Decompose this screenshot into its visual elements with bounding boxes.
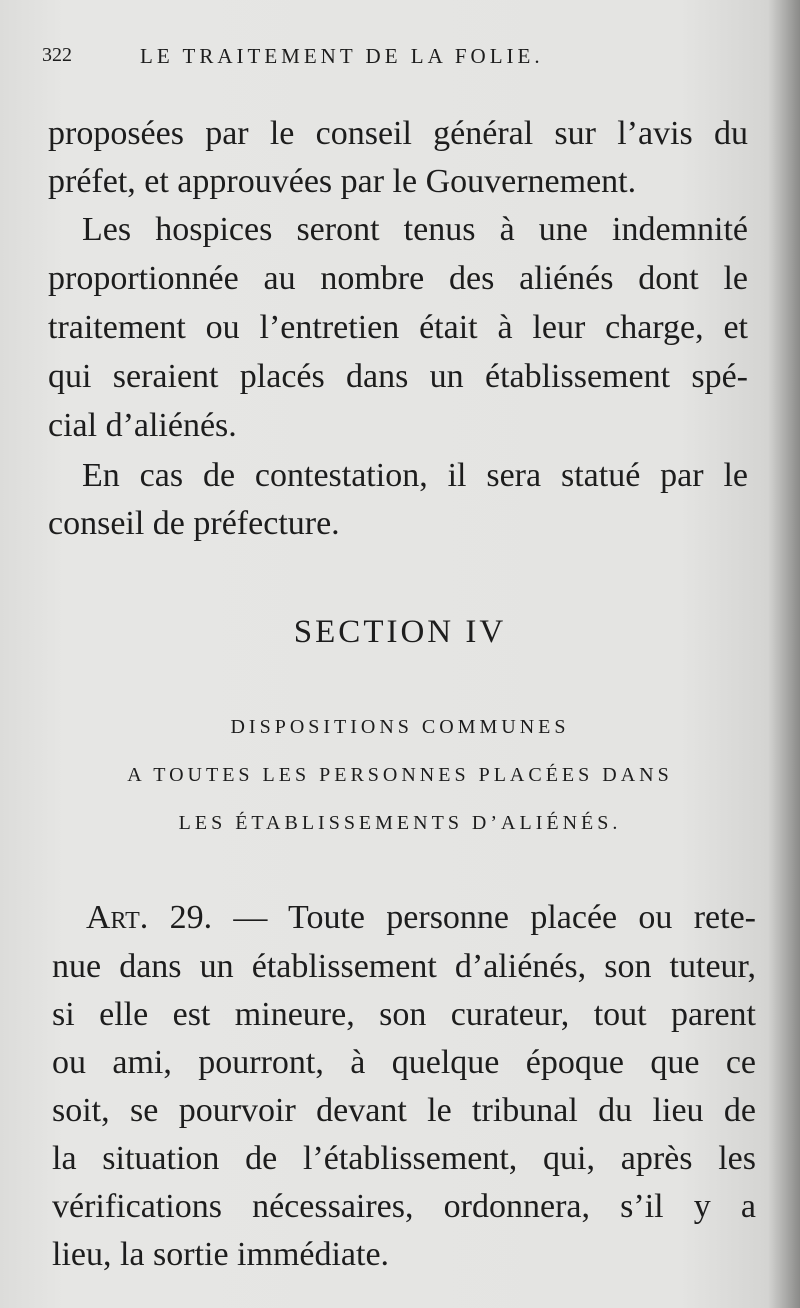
text-line: cial d’aliénés. [48,407,237,444]
text-line: qui seraient placés dans un établissement spé- [48,358,748,395]
section-title: SECTION IV [293,614,507,650]
text-line: conseil de préfecture. [48,505,340,542]
running-title: LE TRAITEMENT DE LA FOLIE. [140,44,544,68]
text-line: la situation de l’établissement, qui, après les [52,1140,756,1177]
text-line: ou ami, pourront, à quelque époque que ce [52,1044,756,1081]
text-line: vérifications nécessaires, ordonnera, s’il y a [52,1188,756,1225]
section-subtitle-line: DISPOSITIONS COMMUNES [230,716,570,738]
text-line: nue dans un établissement d’aliénés, son tuteur, [52,948,756,985]
article-label: Art. [86,899,149,936]
section-subtitle-line: LES ÉTABLISSEMENTS D’ALIÉNÉS. [178,812,622,834]
text-line: En cas de contestation, il sera statué par le [82,457,748,494]
text-line: si elle est mineure, son curateur, tout parent [52,996,756,1033]
text-line: lieu, la sortie immédiate. [52,1236,390,1273]
text-line: Les hospices seront tenus à une indemnité [82,211,748,248]
page-number: 322 [42,44,72,66]
article-first-line [86,894,756,942]
text-line: proposées par le conseil général sur l’avis du [48,115,748,152]
text-line: soit, se pourvoir devant le tribunal du lieu de [52,1092,756,1129]
text-line: proportionnée au nombre des aliénés dont le [48,260,748,297]
article-text: 29. — Toute personne placée ou rete- [169,899,756,936]
text-line: préfet, et approuvées par le Gouvernement. [48,163,637,200]
text-line: traitement ou l’entretien était à leur charge, et [48,309,748,346]
section-subtitle-line: A TOUTES LES PERSONNES PLACÉES DANS [127,764,673,786]
